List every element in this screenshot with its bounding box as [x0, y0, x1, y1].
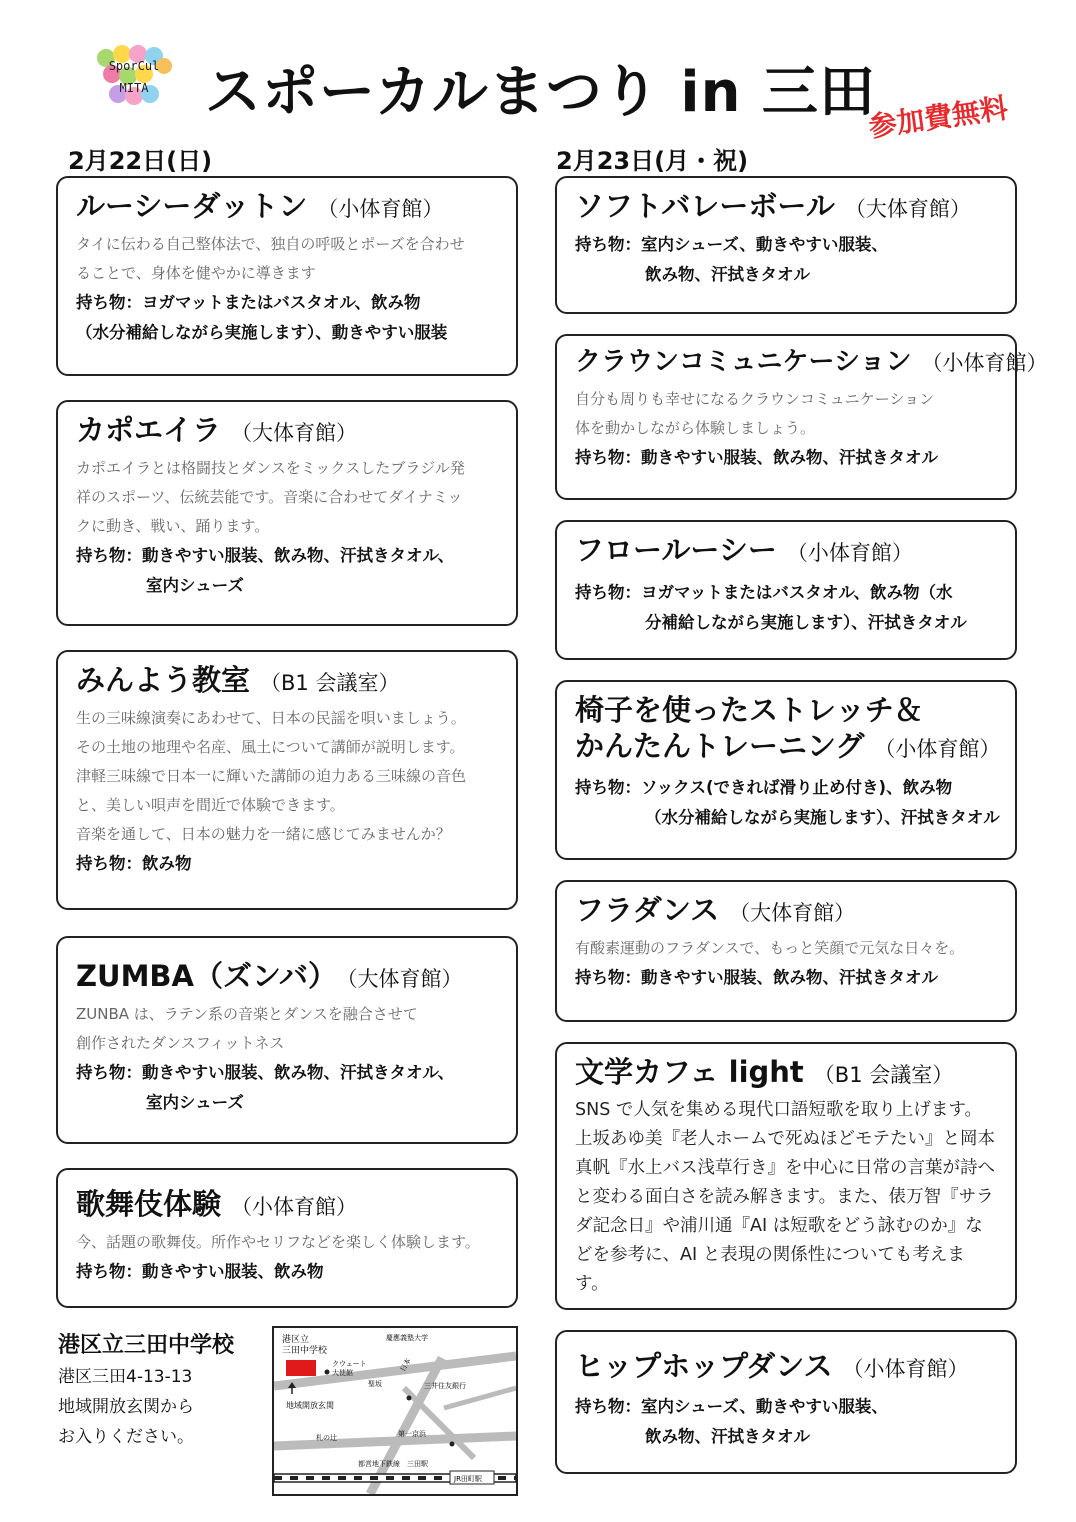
map-road-nihon: 日本 [398, 1356, 413, 1373]
event-venue: （B1 会議室） [260, 671, 400, 695]
event-items: 持ち物：飲み物 [76, 854, 192, 874]
event-name: ソフトバレーボール [575, 189, 835, 223]
event-card-soft-volleyball [555, 176, 1017, 314]
event-items: 持ち物：ヨガマットまたはバスタオル、飲み物（水 分補給しながら実施します）、汗拭きタオル [575, 583, 967, 633]
event-venue: （大体育館） [844, 197, 971, 221]
event-venue: （大体育館） [346, 967, 463, 991]
event-name-line2: かんたんトレーニング [575, 729, 865, 764]
event-items: 持ち物：ソックス(できれば滑り止め付き)、飲み物 （水分補給しながら実施します）、汗拭きタオル [575, 777, 1000, 827]
event-items: 持ち物：ヨガマットまたはバスタオル、飲み物 （水分補給しながら実施します）、動きやすい服装 [76, 293, 448, 343]
school-marker [286, 1360, 316, 1376]
event-description: 有酸素運動のフラダンスで、もっと笑顔で元気な日々を。 [575, 939, 965, 958]
map-daiichi-keihin: 第一京浜 [398, 1430, 426, 1438]
page-title: スポーカルまつり in 三田 [205, 60, 876, 125]
event-venue: （小体育館） [842, 1357, 969, 1381]
free-badge: 参加費無料 [866, 91, 1010, 144]
event-items: 持ち物：動きやすい服装、飲み物、汗拭きタオル [575, 968, 938, 988]
event-name: 文学カフェ light [575, 1055, 804, 1089]
event-card-zumba [56, 936, 518, 1144]
event-items: 持ち物：動きやすい服装、飲み物、汗拭きタオル [575, 447, 938, 467]
map-embassy-2: 大使館 [332, 1369, 353, 1377]
event-venue: （大体育館） [231, 421, 358, 445]
event-venue: （B1 会議室） [813, 1063, 954, 1087]
event-card-chair-stretch [555, 680, 1017, 860]
day2-date: 2月23日(月・祝) [556, 147, 749, 175]
event-venue: （小体育館） [786, 541, 913, 565]
event-name: フロールーシー [575, 533, 777, 567]
event-name: カポエイラ [76, 413, 222, 447]
event-items: 持ち物：動きやすい服装、飲み物 [76, 1262, 324, 1282]
event-card-literature-cafe [555, 1042, 1017, 1310]
school-entrance-note: 地域開放玄関から [58, 1397, 194, 1417]
event-items: 持ち物：動きやすい服装、飲み物、汗拭きタオル、 室内シューズ [76, 546, 455, 596]
school-name: 港区立三田中学校 [58, 1333, 235, 1358]
event-venue: （小体育館） [317, 197, 444, 221]
event-name: 椅子を使ったストレッチ＆ [575, 693, 923, 727]
event-card-hula-dance [555, 880, 1017, 1022]
map-subway: 都営地下鉄線 三田駅 [358, 1460, 428, 1468]
map-road-seizaka: 聖坂 [368, 1380, 382, 1388]
event-items: 持ち物：室内シューズ、動きやすい服装、 飲み物、汗拭きタオル [575, 1397, 888, 1447]
school-entrance-note-2: お入りください。 [58, 1427, 194, 1447]
event-venue: （小体育館） [921, 351, 1048, 375]
map-embassy-1: クウェート [332, 1360, 367, 1368]
event-venue: （大体育館） [729, 901, 856, 925]
event-description: 今、話題の歌舞伎。所作やセリフなどを楽しく体験します。 [76, 1233, 480, 1252]
event-card-ruesi-datton [56, 176, 518, 376]
event-name: ルーシーダットン [76, 189, 308, 223]
event-name: クラウンコミュニケーション [575, 347, 912, 377]
event-card-floor-ruesi [555, 520, 1017, 660]
school-address-block [58, 1362, 194, 1452]
event-venue: （小体育館） [231, 1195, 358, 1219]
map-bank: 三井住友銀行 [424, 1382, 466, 1390]
map-entrance: 地域開放玄関 [286, 1401, 334, 1410]
event-description: 生の三味線演奏にあわせて、日本の民謡を唄いましょう。 その土地の地理や名産、風土について講師が説明します。 津軽三味線で日本一に輝いた講師の迫力ある三味線の音色 と、美しい唄声を間近で体験できます。 音楽を通して、日本の魅力を一緒に感じてみませんか？ [76, 709, 467, 844]
event-items: 持ち物：動きやすい服装、飲み物、汗拭きタオル、 室内シューズ [76, 1063, 455, 1113]
event-name: ヒップホップダンス [575, 1349, 833, 1383]
event-card-kabuki [56, 1168, 518, 1308]
event-name: みんよう教室 [76, 663, 251, 697]
map-jr-station: JR田町駅 [454, 1475, 482, 1483]
event-card-clown-communication [555, 334, 1048, 500]
school-address: 港区三田4-13-13 [58, 1367, 193, 1387]
event-description: タイに伝わる自己整体法で、独自の呼吸とポーズを合わせ ることで、身体を健やかに導きます [76, 235, 465, 283]
logo-text-top: SporCul [108, 59, 160, 73]
map-fudanotsuji: 札の辻 [316, 1434, 337, 1442]
event-items: 持ち物：室内シューズ、動きやすい服装、 飲み物、汗拭きタオル [575, 235, 888, 285]
event-name: 歌舞伎体験 [76, 1187, 222, 1221]
map-school-label-2: 三田中学校 [282, 1346, 328, 1356]
map-school-label-1: 港区立 [282, 1335, 310, 1345]
sporcul-logo [94, 44, 174, 110]
day1-date: 2月22日(日) [68, 147, 213, 175]
event-description: カポエイラとは格闘技とダンスをミックスしたブラジル発 祥のスポーツ、伝統芸能です。音楽に合わせてダイナミッ クに動き、戦い、踊ります。 [76, 459, 465, 536]
event-card-minyou [56, 650, 518, 910]
logo-text-bottom: MITA [119, 81, 149, 95]
event-venue: （小体育館） [874, 737, 1001, 762]
event-description: 自分も周りも幸せになるクラウンコミュニケーション 体を動かしながら体験しましょう。 [575, 389, 935, 437]
event-card-capoeira [56, 400, 518, 626]
event-name: フラダンス [575, 893, 720, 927]
event-name: ZUMBA（ズンバ） [76, 959, 337, 993]
access-map [272, 1326, 518, 1496]
event-card-hiphop-dance [555, 1330, 1017, 1474]
map-university: 慶應義塾大学 [386, 1334, 428, 1342]
event-description: SNS で人気を集める現代口語短歌を取り上げます。 上坂あゆ美『老人ホームで死ぬほどモテたい』と岡本 真帆『水上バス浅草行き』を中心に日常の言葉が詩へ と変わる面白さを読み解きます。また、俵万智『サラ ダ記念日』や浦川通『AI は短歌をどう詠むのか』な どを参考に、AI と表現の関係性についても考えます。 [575, 1100, 995, 1295]
event-description: ZUNBA は、ラテン系の音楽とダンスを融合させて 創作されたダンスフィットネス [76, 1005, 418, 1053]
